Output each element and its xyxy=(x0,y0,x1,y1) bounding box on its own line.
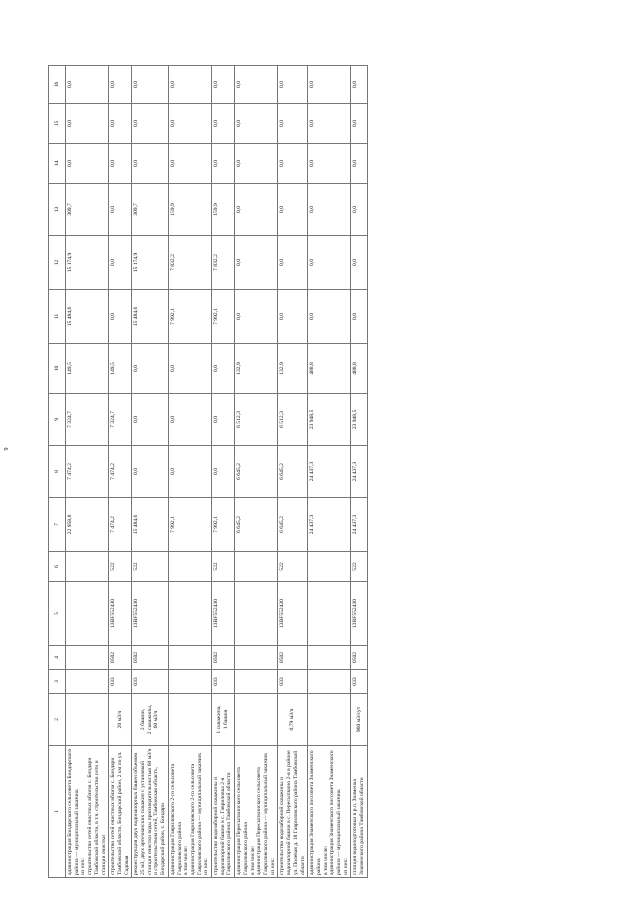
table-cell: 0,0 xyxy=(278,104,308,144)
table-cell: 6 645,2 xyxy=(235,446,278,498)
table-cell: 13ВF552430 xyxy=(278,582,308,646)
table-cell: 033 xyxy=(212,670,235,694)
table-cell: 0,0 xyxy=(278,290,308,344)
table-cell: 20 м3/ч xyxy=(109,694,132,746)
table-cell: 0,0 xyxy=(235,184,278,236)
column-header: 7 xyxy=(49,498,66,552)
table-cell: 0,0 xyxy=(109,184,132,236)
column-header: 12 xyxy=(49,236,66,290)
table-cell xyxy=(168,646,211,670)
row-name-cell: реконструкция двух водонапорных башен объемом 25 м3, двух артезианских скважин с установкой станции очистки воды производительностью 60 м3/ч и строительством сетей, Тамбовская область, Бондарский район, с. Бондари xyxy=(132,746,169,878)
table-cell: 0,0 xyxy=(278,184,308,236)
column-header: 2 xyxy=(49,694,66,746)
table-cell: 0,0 xyxy=(132,446,169,498)
table-cell: 0,0 xyxy=(168,66,211,104)
table-cell: 7 832,2 xyxy=(212,236,235,290)
table-cell: 0,0 xyxy=(132,66,169,104)
table-cell: 0,79 м3/ч xyxy=(278,694,308,746)
table-cell: 0,0 xyxy=(351,236,367,290)
table-cell xyxy=(235,694,278,746)
table-cell: 7 474,2 xyxy=(109,498,132,552)
table-cell: 159,9 xyxy=(212,184,235,236)
table-cell: 149,5 xyxy=(109,344,132,394)
table-cell: 0,0 xyxy=(235,104,278,144)
table-cell: 24 437,3 xyxy=(351,446,367,498)
page-number: 9 xyxy=(4,447,10,451)
table-cell: 0,0 xyxy=(109,104,132,144)
table-row xyxy=(351,66,367,878)
table-cell: 522 xyxy=(351,552,367,582)
table-cell: 0,0 xyxy=(351,66,367,104)
table-cell: 0,0 xyxy=(66,66,109,104)
table-cell xyxy=(308,552,351,582)
table-cell: 0502 xyxy=(109,646,132,670)
table-cell: 0,0 xyxy=(168,394,211,446)
table-cell: 15 484,6 xyxy=(66,290,109,344)
budget-table xyxy=(48,65,368,878)
table-cell: 15 174,9 xyxy=(66,236,109,290)
table-body xyxy=(66,66,368,878)
table-cell: 0,0 xyxy=(109,66,132,104)
table-cell: 0,0 xyxy=(168,446,211,498)
table-cell xyxy=(168,552,211,582)
table-cell: 7 992,1 xyxy=(168,498,211,552)
table-cell xyxy=(308,670,351,694)
column-header: 4 xyxy=(49,646,66,670)
table-cell: 0502 xyxy=(278,646,308,670)
table-cell xyxy=(308,694,351,746)
table-cell: 23 948,5 xyxy=(351,394,367,446)
row-name-cell: администрация Гавриловского 2-го сельсовета Гавриловского района в том числе: администрация Гавриловского 2-го сельсовета Гавриловского района — муниципальный заказчик из них: xyxy=(168,746,211,878)
table-cell: 488,8 xyxy=(351,344,367,394)
table-cell: 0,0 xyxy=(351,144,367,184)
table-row xyxy=(66,66,109,878)
table-cell: 522 xyxy=(109,552,132,582)
table-cell xyxy=(168,582,211,646)
table-cell: 0,0 xyxy=(212,344,235,394)
table-cell: 0,0 xyxy=(308,144,351,184)
row-name-cell: администрация Знаменского поссовета Знаменского района в том числе: администрация Знаменского поссовета Знаменского района — муниципальный заказчик из них: xyxy=(308,746,351,878)
table-cell xyxy=(168,694,211,746)
table-row xyxy=(168,66,211,878)
table-cell: 0,0 xyxy=(212,446,235,498)
table-cell: 0,0 xyxy=(235,144,278,184)
table-cell: 033 xyxy=(278,670,308,694)
table-cell: 0502 xyxy=(351,646,367,670)
table-cell: 0,0 xyxy=(308,290,351,344)
table-cell: 132,9 xyxy=(235,344,278,394)
table-cell: 0,0 xyxy=(212,104,235,144)
table-cell: 0,0 xyxy=(168,104,211,144)
table-cell xyxy=(168,670,211,694)
table-cell: 033 xyxy=(351,670,367,694)
table-cell: 7 992,1 xyxy=(212,290,235,344)
rotated-table-container xyxy=(48,68,604,878)
table-cell: 15 484,6 xyxy=(132,498,169,552)
table-cell: 0,0 xyxy=(308,104,351,144)
table-cell: 960 м3/сут xyxy=(351,694,367,746)
table-cell: 0,0 xyxy=(351,290,367,344)
table-cell: 6 645,2 xyxy=(278,498,308,552)
column-header: 1 xyxy=(49,746,66,878)
table-cell: 24 437,3 xyxy=(351,498,367,552)
row-name-cell: станция водоподготовки в р.п. Знаменка Знаменского района Тамбовской области xyxy=(351,746,367,878)
row-name-cell: администрация Пересыпкинского сельсовета Гавриловского района в том числе: администрация Пересыпкинского сельсовета Гавриловского района — муниципальный заказчик из них: xyxy=(235,746,278,878)
table-row xyxy=(132,66,169,878)
table-cell: 0,0 xyxy=(308,184,351,236)
table-cell: 0502 xyxy=(132,646,169,670)
table-cell: 0,0 xyxy=(66,144,109,184)
table-cell xyxy=(66,694,109,746)
table-cell: 7 474,2 xyxy=(66,446,109,498)
column-header: 3 xyxy=(49,670,66,694)
table-cell: 309,7 xyxy=(132,184,169,236)
table-cell: 0,0 xyxy=(278,236,308,290)
table-cell: 0,0 xyxy=(351,184,367,236)
table-cell: 13ВF552430 xyxy=(132,582,169,646)
header-row xyxy=(49,66,66,878)
column-header: 10 xyxy=(49,344,66,394)
table-cell: 7 992,1 xyxy=(168,290,211,344)
table-cell: 0,0 xyxy=(278,66,308,104)
table-cell xyxy=(235,552,278,582)
table-cell: 033 xyxy=(109,670,132,694)
table-cell xyxy=(66,670,109,694)
table-cell: 522 xyxy=(212,552,235,582)
table-cell: 132,9 xyxy=(278,344,308,394)
table-row xyxy=(308,66,351,878)
table-cell: 23 948,5 xyxy=(308,394,351,446)
table-cell xyxy=(235,582,278,646)
table-cell: 15 174,9 xyxy=(132,236,169,290)
table-cell: 0,0 xyxy=(278,144,308,184)
table-cell: 309,7 xyxy=(66,184,109,236)
table-cell: 033 xyxy=(132,670,169,694)
table-row xyxy=(212,66,235,878)
table-cell xyxy=(235,670,278,694)
table-cell: 6 645,2 xyxy=(278,446,308,498)
column-header: 14 xyxy=(49,144,66,184)
table-cell xyxy=(308,582,351,646)
table-cell: 0,0 xyxy=(109,290,132,344)
table-cell xyxy=(66,582,109,646)
column-header: 16 xyxy=(49,66,66,104)
table-cell: 0,0 xyxy=(132,394,169,446)
table-cell: 159,9 xyxy=(168,184,211,236)
table-cell: 7 474,2 xyxy=(109,446,132,498)
row-name-cell: строительство водозаборной скважины и водонапорной башни в с. Гавриловка 2-я Гавриловского района Тамбовской области xyxy=(212,746,235,878)
table-cell: 0,0 xyxy=(351,104,367,144)
table-cell xyxy=(308,646,351,670)
table-cell: 0502 xyxy=(212,646,235,670)
table-cell: 0,0 xyxy=(212,394,235,446)
table-cell xyxy=(235,646,278,670)
column-header: 8 xyxy=(49,446,66,498)
table-cell: 522 xyxy=(132,552,169,582)
table-cell: 0,0 xyxy=(168,144,211,184)
table-cell: 0,0 xyxy=(109,236,132,290)
table-cell: 22 958,8 xyxy=(66,498,109,552)
column-header: 11 xyxy=(49,290,66,344)
table-cell: 2 башни, 2 скважины, 60 м3/ч xyxy=(132,694,169,746)
table-row xyxy=(235,66,278,878)
table-cell: 0,0 xyxy=(212,66,235,104)
table-cell: 0,0 xyxy=(235,236,278,290)
table-cell: 0,0 xyxy=(235,290,278,344)
table-cell: 1 скважина, 1 башня xyxy=(212,694,235,746)
table-cell: 13ВF552430 xyxy=(109,582,132,646)
table-cell: 0,0 xyxy=(132,144,169,184)
row-name-cell: строительство сетей очистных вблизи с. Бондари Тамбовской области, Бондарский район, 2 км по ул. Садовая xyxy=(109,746,132,878)
row-name-cell: администрация Бондарского сельсовета Бондарского района — муниципальный заказчик из них: строительство сетей очистных вблизи с. Бондари Тамбовской области, в т.ч. строительство сети и станции очистки xyxy=(66,746,109,878)
table-cell: 522 xyxy=(278,552,308,582)
table-cell: 7 324,7 xyxy=(66,394,109,446)
column-header: 6 xyxy=(49,552,66,582)
table-cell: 15 484,6 xyxy=(132,290,169,344)
table-cell: 0,0 xyxy=(308,66,351,104)
table-cell: 24 437,3 xyxy=(308,498,351,552)
column-header: 15 xyxy=(49,104,66,144)
table-cell: 24 437,3 xyxy=(308,446,351,498)
table-cell xyxy=(66,552,109,582)
table-cell: 6 512,3 xyxy=(278,394,308,446)
column-header: 13 xyxy=(49,184,66,236)
table-cell: 7 992,1 xyxy=(212,498,235,552)
table-cell: 6 645,2 xyxy=(235,498,278,552)
table-cell: 0,0 xyxy=(132,104,169,144)
table-cell xyxy=(66,646,109,670)
table-cell: 0,0 xyxy=(308,236,351,290)
column-header: 5 xyxy=(49,582,66,646)
table-cell: 488,8 xyxy=(308,344,351,394)
table-cell: 149,5 xyxy=(66,344,109,394)
table-cell: 0,0 xyxy=(168,344,211,394)
table-cell: 13ВF552430 xyxy=(212,582,235,646)
column-header: 9 xyxy=(49,394,66,446)
table-cell: 7 324,7 xyxy=(109,394,132,446)
row-name-cell: строительство водозаборной скважины и водонапорной башни в с. Пересыпкино 2-я в районе ул. Полевая д. 18 Гавриловского района Тамбовской области xyxy=(278,746,308,878)
table-cell: 0,0 xyxy=(66,104,109,144)
table-cell: 0,0 xyxy=(109,144,132,184)
table-cell: 7 832,2 xyxy=(168,236,211,290)
table-row xyxy=(109,66,132,878)
table-cell: 6 512,3 xyxy=(235,394,278,446)
table-cell: 0,0 xyxy=(132,344,169,394)
table-cell: 0,0 xyxy=(235,66,278,104)
table-row xyxy=(278,66,308,878)
table-cell: 0,0 xyxy=(212,144,235,184)
table-cell: 13ВF552430 xyxy=(351,582,367,646)
